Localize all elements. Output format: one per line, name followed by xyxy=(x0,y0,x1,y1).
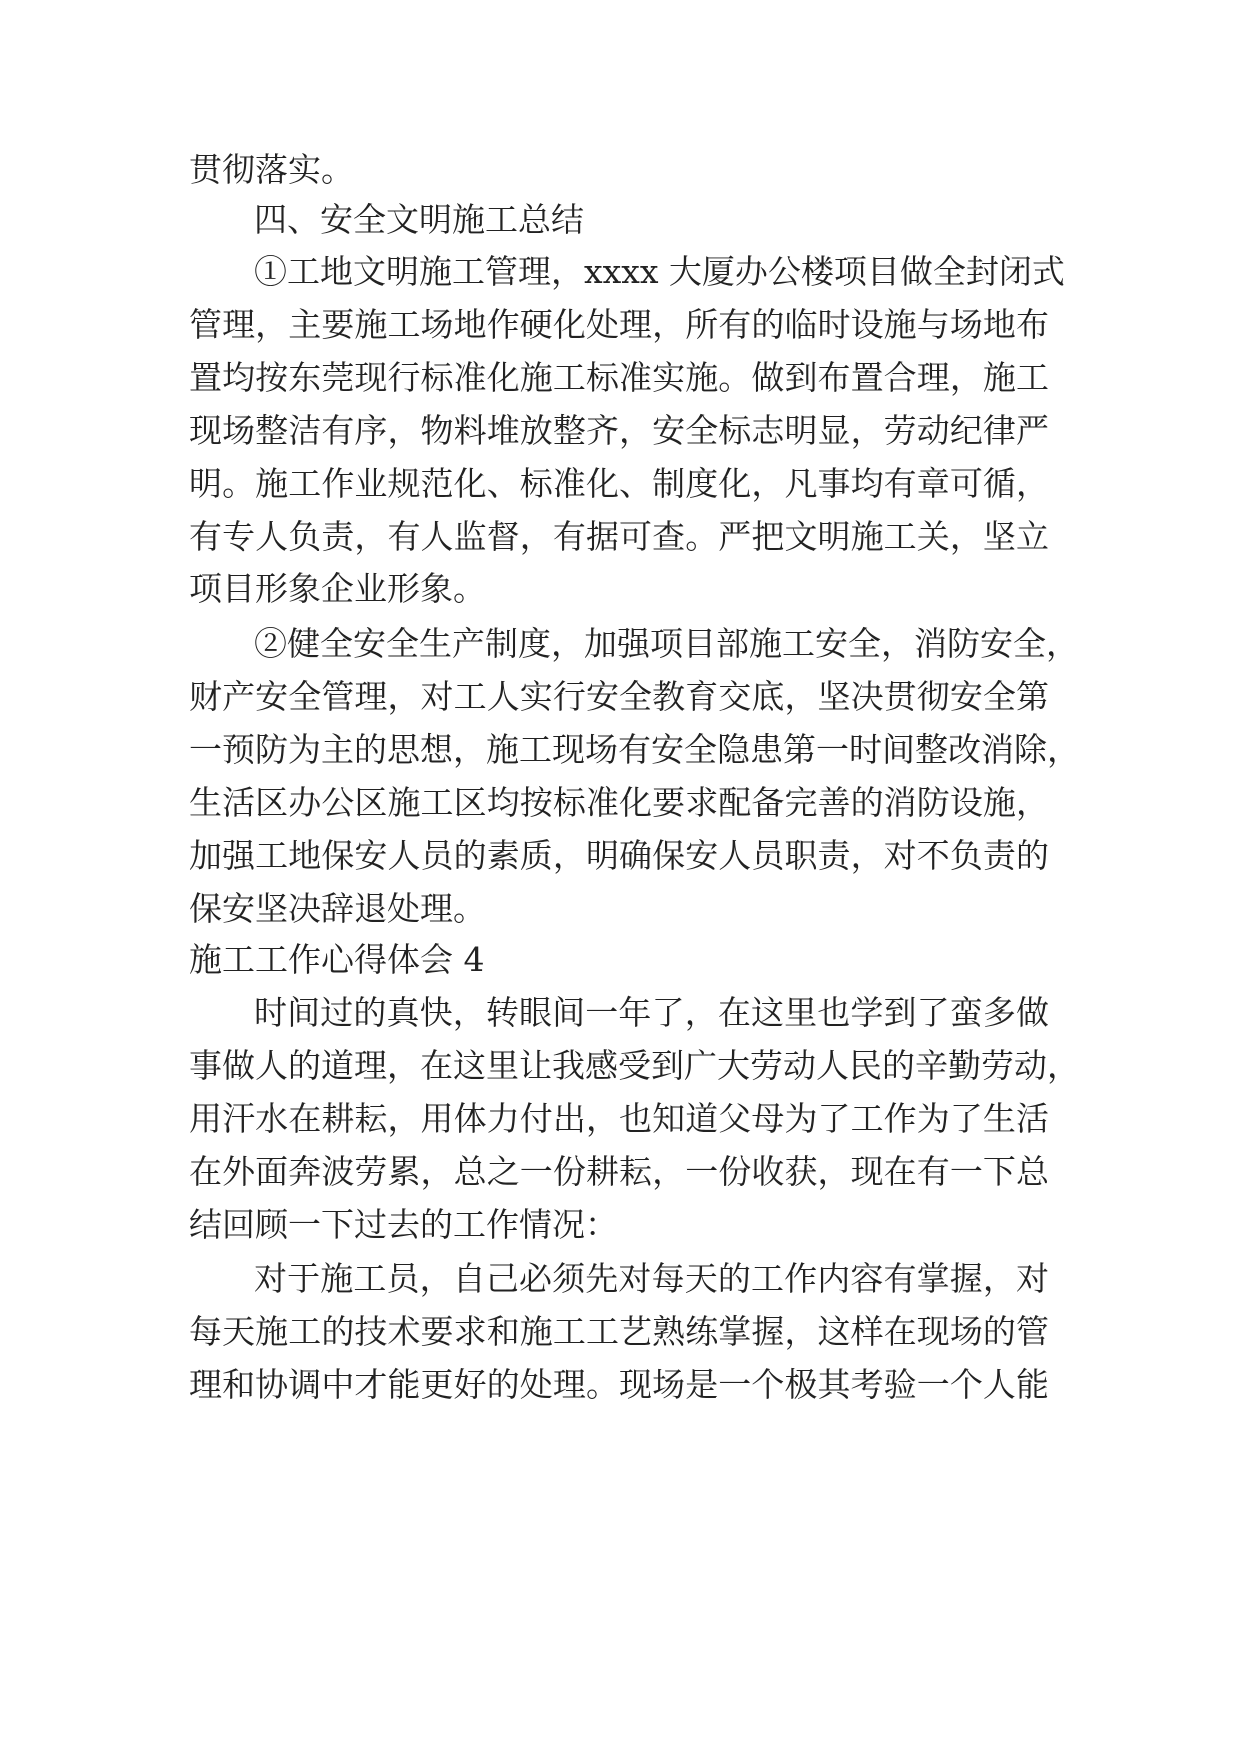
text-line: ②健全安全生产制度，加强项目部施工安全，消防安全， xyxy=(254,624,1079,663)
text-line: 现场整洁有序，物料堆放整齐，安全标志明显，劳动纪律严 xyxy=(189,411,1049,450)
text-line: 管理，主要施工场地作硬化处理，所有的临时设施与场地布 xyxy=(189,305,1049,344)
text-line: 加强工地保安人员的素质，明确保安人员职责，对不负责的 xyxy=(189,836,1049,875)
text-line: 在外面奔波劳累，总之一份耕耘，一份收获，现在有一下总 xyxy=(189,1152,1049,1191)
text-line: 置均按东莞现行标准化施工标准实施。做到布置合理，施工 xyxy=(189,358,1049,397)
text-line: ①工地文明施工管理，xxxx 大厦办公楼项目做全封闭式 xyxy=(254,252,1065,291)
text-line: 财产安全管理，对工人实行安全教育交底，坚决贯彻安全第 xyxy=(189,677,1049,716)
text-line: 结回顾一下过去的工作情况： xyxy=(189,1205,618,1244)
text-line: 对于施工员，自己必须先对每天的工作内容有掌握，对 xyxy=(254,1259,1049,1298)
section-heading: 四、安全文明施工总结 xyxy=(254,200,584,239)
text-line: 每天施工的技术要求和施工工艺熟练掌握，这样在现场的管 xyxy=(189,1312,1049,1351)
text-line: 项目形象企业形象。 xyxy=(189,569,486,608)
text-line: 贯彻落实。 xyxy=(189,150,354,189)
text-line: 理和协调中才能更好的处理。现场是一个极其考验一个人能 xyxy=(189,1365,1049,1404)
text-line: 事做人的道理，在这里让我感受到广大劳动人民的辛勤劳动， xyxy=(189,1046,1080,1085)
text-line: 明。施工作业规范化、标准化、制度化，凡事均有章可循， xyxy=(189,464,1049,503)
text-line: 保安坚决辞退处理。 xyxy=(189,889,486,928)
text-line: 用汗水在耕耘，用体力付出，也知道父母为了工作为了生活 xyxy=(189,1099,1049,1138)
text-line: 一预防为主的思想，施工现场有安全隐患第一时间整改消除， xyxy=(189,730,1080,769)
section-title: 施工工作心得体会 4 xyxy=(189,940,485,979)
text-line: 有专人负责，有人监督，有据可查。严把文明施工关，坚立 xyxy=(189,517,1049,556)
text-line: 时间过的真快，转眼间一年了，在这里也学到了蛮多做 xyxy=(254,993,1049,1032)
text-line: 生活区办公区施工区均按标准化要求配备完善的消防设施， xyxy=(189,783,1049,822)
